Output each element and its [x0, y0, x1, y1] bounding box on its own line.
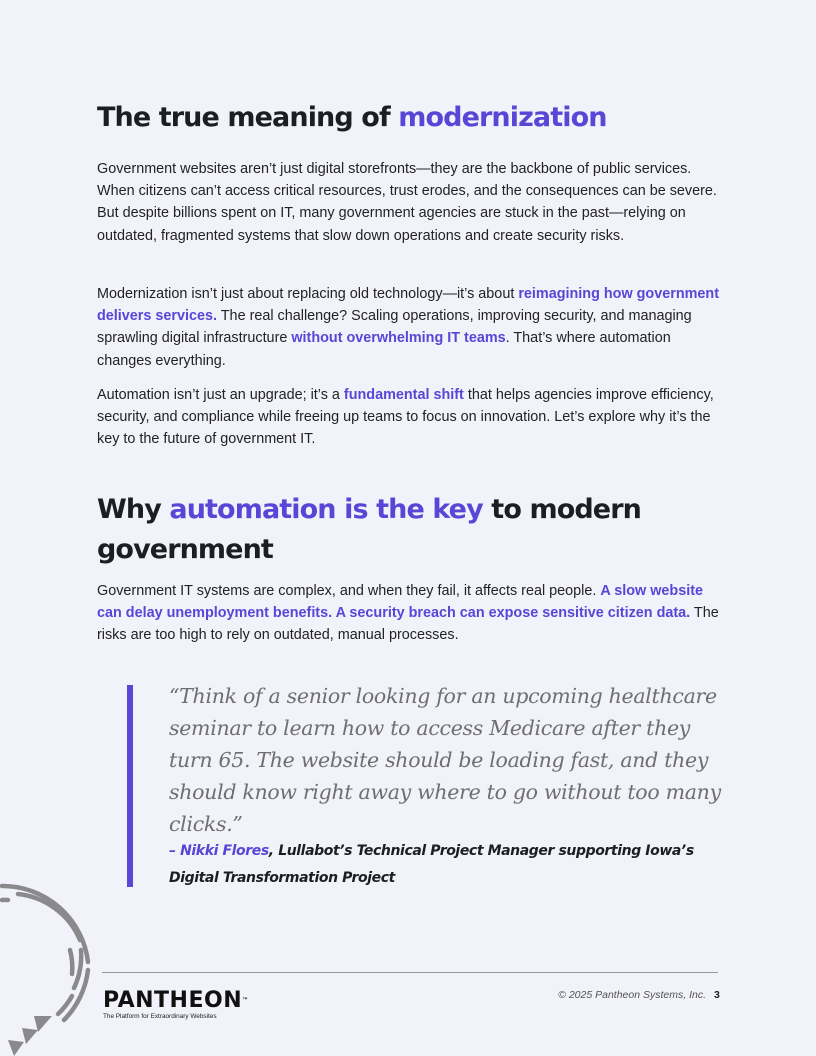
page-number: 3	[714, 989, 720, 1001]
text: that helps agencies improve efficiency, security, and compliance while freeing up teams to focus on innovation. Let’s explore why it’s the key to the future of government IT.	[97, 387, 714, 448]
paragraph-automation	[97, 384, 727, 451]
trademark: ™	[242, 997, 249, 1004]
title-plain: The true meaning of	[97, 102, 399, 133]
highlight-risks: A slow website can delay unemployment benefits. A security breach can expose sensitive citizen data.	[97, 583, 704, 622]
section-title-modernization	[97, 99, 607, 137]
paragraph-modernization	[97, 283, 727, 372]
text: Government IT systems are complex, and when they fail, it affects real people.	[97, 583, 601, 599]
attribution-name: – Nikki Flores	[169, 843, 269, 859]
decorative-arcs-icon	[0, 870, 110, 1056]
highlight-reimagining: reimagining how government delivers services.	[97, 286, 720, 325]
text: Automation isn’t just an upgrade; it’s a	[97, 387, 344, 403]
arrow-triangle	[34, 1016, 52, 1032]
pull-quote: “Think of a senior looking for an upcoming healthcare seminar to learn how to access Medicare after they turn 65. The website should be loading fast, and they should know right away where to go without too many clicks.”	[169, 684, 721, 836]
logo-text: PANTHEON	[103, 988, 243, 1013]
section-title-automation	[97, 490, 717, 570]
quote-attribution	[169, 838, 729, 892]
title-accent: modernization	[398, 102, 607, 133]
highlight-it-teams: without overwhelming IT teams	[291, 330, 506, 347]
text: The risks are too high to rely on outdated, manual processes.	[97, 605, 719, 644]
text: Modernization isn’t just about replacing old technology—it’s about	[97, 286, 519, 302]
paragraph-intro: Government websites aren’t just digital storefronts—they are the backbone of public services. When citizens can’t access critical resources, trust erodes, and the consequences can be severe. But despite billions spent on IT, many government agencies are stuck in the past—relying on outdated, fragmented systems that slow down operations and create security risks.	[97, 161, 717, 244]
paragraph-risks	[97, 580, 727, 647]
text: . That’s where automation changes everything.	[97, 330, 671, 369]
logo-wordmark	[103, 990, 249, 1012]
quote-accent-bar	[127, 685, 133, 887]
footer-divider	[102, 972, 718, 973]
title-plain: to modern government	[97, 494, 641, 565]
text: The real challenge? Scaling operations, improving security, and managing sprawling digital infrastructure	[97, 308, 692, 347]
title-plain: Why	[97, 494, 170, 525]
title-accent: automation is the key	[169, 494, 483, 525]
copyright-text: © 2025 Pantheon Systems, Inc.	[558, 989, 706, 1001]
pantheon-logo	[103, 990, 249, 1020]
attribution-role: , Lullabot’s Technical Project Manager supporting Iowa’s Digital Transformation Project	[169, 843, 694, 886]
highlight-fundamental-shift: fundamental shift	[343, 387, 464, 403]
logo-tagline: The Platform for Extraordinary Websites	[103, 1013, 217, 1020]
